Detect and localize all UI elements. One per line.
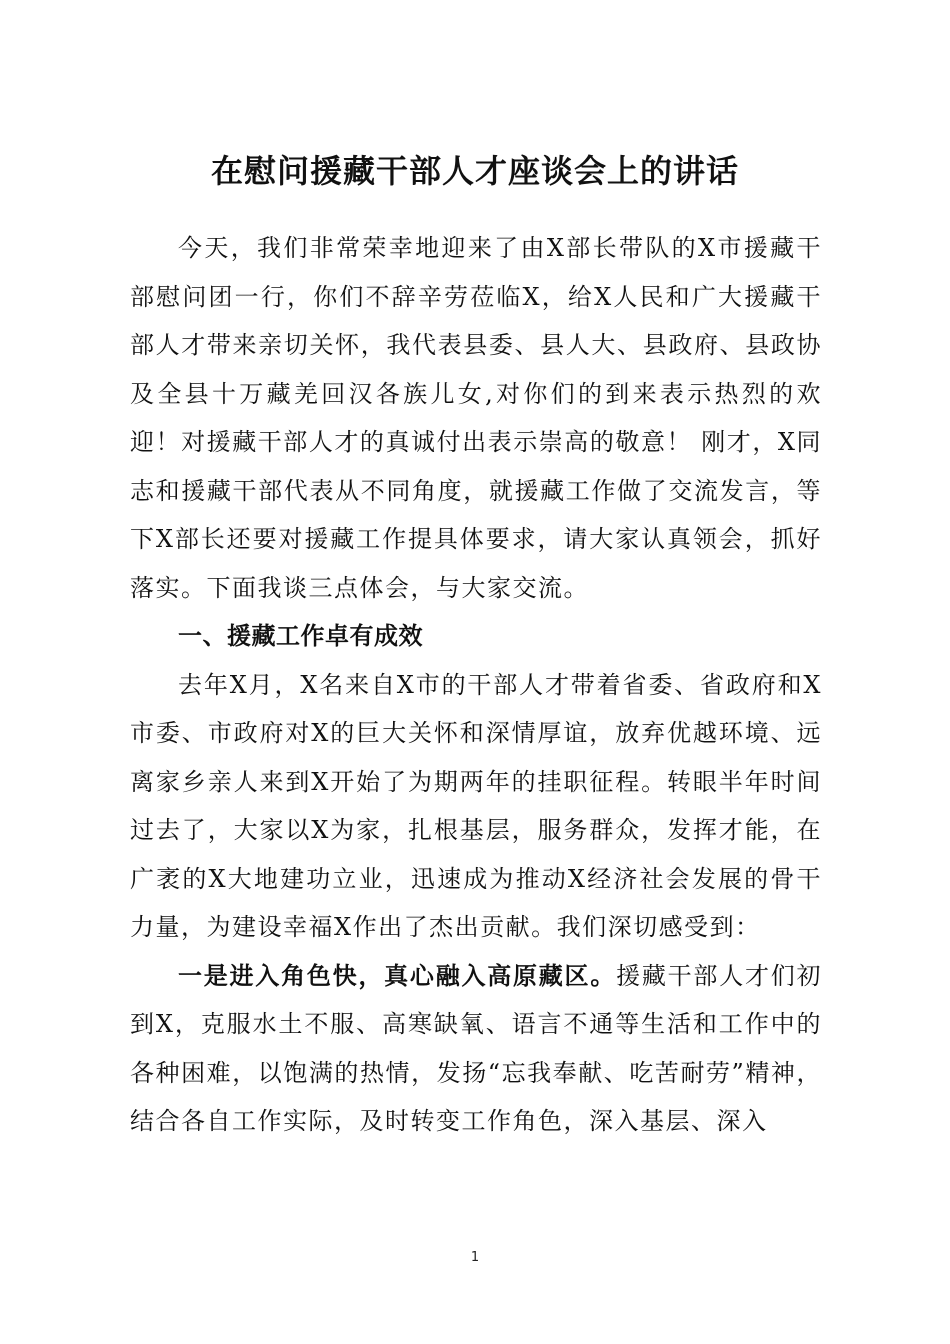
document-body: [130, 224, 822, 1146]
paragraph-point-one: [130, 952, 822, 1146]
paragraph-intro: 今天，我们非常荣幸地迎来了由X部长带队的X市援藏干部慰问团一行，你们不辞辛劳莅临X，给X人民和广大援藏干部人才带来亲切关怀，我代表县委、县人大、县政府、县政协及全县十万藏羌回汉各族儿女,对你们的到来表示热烈的欢迎！对援藏干部人才的真诚付出表示崇高的敬意！ 刚才，X同志和援藏干部代表从不同角度，就援藏工作做了交流发言，等下X部长还要对援藏工作提具体要求，请大家认真领会，抓好落实。下面我谈三点体会，与大家交流。: [130, 234, 822, 602]
point-one-text: 援藏干部人才们初到X，克服水土不服、高寒缺氧、语言不通等生活和工作中的各种困难，以饱满的热情，发扬“忘我奉献、吃苦耐劳”精神，结合各自工作实际，及时转变工作角色，深入基层、深入: [130, 961, 823, 1135]
point-one-lead: 一是进入角色快，真心融入高原藏区。: [178, 960, 617, 990]
section-heading-1: 一、援藏工作卓有成效: [178, 622, 423, 650]
page-number: 1: [470, 1250, 480, 1265]
document-title: 在慰问援藏干部人才座谈会上的讲话: [210, 152, 739, 190]
paragraph-achievements: 去年X月，X名来自X市的干部人才带着省委、省政府和X市委、市政府对X的巨大关怀和深情厚谊，放弃优越环境、远离家乡亲人来到X开始了为期两年的挂职征程。转眼半年时间过去了，大家以X为家，扎根基层，服务群众，发挥才能，在广袤的X大地建功立业，迅速成为推动X经济社会发展的骨干力量，为建设幸福X作出了杰出贡献。我们深切感受到：: [130, 670, 822, 941]
